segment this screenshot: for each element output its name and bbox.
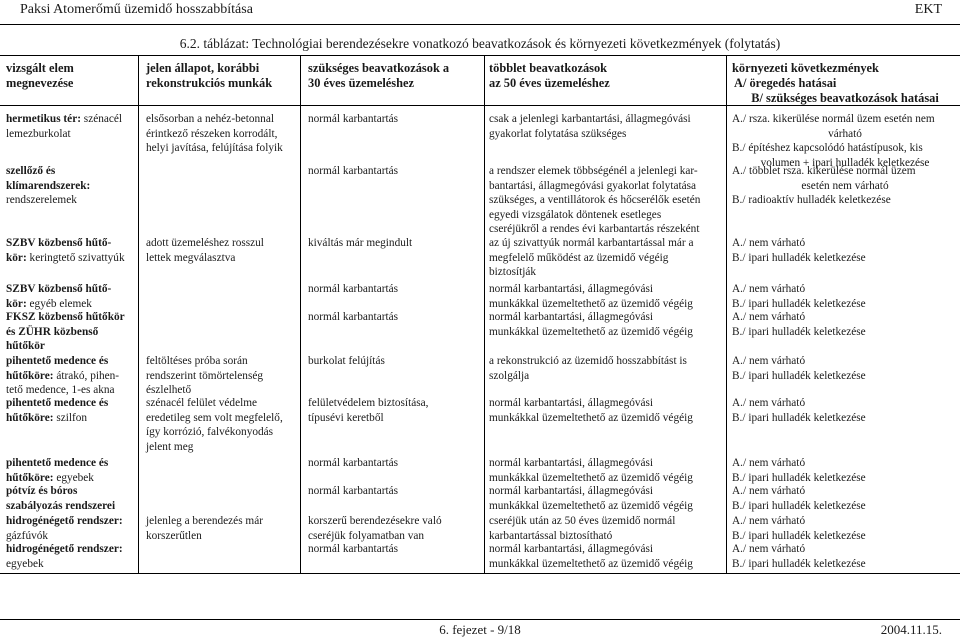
element-name-detail: átrakó, pihen- bbox=[53, 369, 120, 382]
current-state-line: elsősorban a nehéz-betonnal bbox=[146, 113, 274, 125]
document-date: 2004.11.15. bbox=[880, 622, 942, 637]
header-line: az 50 éves üzemeléshez bbox=[489, 76, 610, 90]
environmental-consequence-line: A./ nem várható bbox=[732, 515, 806, 527]
element-name bbox=[6, 236, 138, 265]
element-name-line bbox=[6, 339, 138, 354]
intervention-30-years bbox=[308, 112, 480, 127]
element-name bbox=[6, 542, 138, 571]
element-name-detail: egyebek bbox=[53, 471, 94, 484]
intervention-50-line: munkákkal üzemeltethető az üzemidő végéig bbox=[489, 297, 693, 310]
intervention-50-line: csak a jelenlegi karbantartási, állagmegóvási bbox=[489, 113, 691, 125]
intervention-50-line: munkákkal üzemeltethető az üzemidő végéig bbox=[489, 325, 693, 338]
intervention-50-line: bantartási, állagmegóvási gyakorlat folytatása bbox=[489, 179, 697, 192]
current-state-line: szénacél felület védelme bbox=[146, 397, 258, 409]
header-line: szükséges beavatkozások a bbox=[308, 61, 450, 75]
current-state-line: korszerűtlen bbox=[146, 529, 202, 542]
column-header-30y bbox=[308, 61, 480, 91]
element-name-main: SZBV közbenső hűtő- bbox=[6, 237, 112, 249]
page-header bbox=[0, 0, 960, 25]
environmental-consequence-line: B./ ipari hulladék keletkezése bbox=[732, 325, 866, 338]
element-name bbox=[6, 164, 138, 208]
element-name-line bbox=[6, 112, 138, 127]
intervention-50-line: gyakorlat folytatása szükséges bbox=[489, 127, 627, 140]
intervention-50-line: szükséges, a ventillátorok és hőcserélők esetén bbox=[489, 194, 701, 207]
environmental-consequences bbox=[732, 310, 958, 339]
element-name-line bbox=[6, 354, 138, 369]
technology-table bbox=[0, 55, 960, 574]
environmental-consequences bbox=[732, 282, 958, 311]
element-name-main: kör: bbox=[6, 251, 27, 264]
header-line: vizsgált elem bbox=[6, 61, 74, 75]
intervention-50-line: karbantartással biztosítható bbox=[489, 529, 613, 542]
current-state-line: helyi javítása, felújítása folyik bbox=[146, 142, 283, 155]
page-number: 6. fejezet - 9/18 bbox=[439, 622, 521, 637]
element-name-main: szabályozás rendszerei bbox=[6, 499, 116, 512]
element-name bbox=[6, 456, 138, 485]
environmental-consequence-line: várható bbox=[828, 127, 862, 140]
environmental-consequence-line: B./ radioaktív hulladék keletkezése bbox=[732, 194, 891, 207]
intervention-50-years bbox=[489, 484, 721, 513]
intervention-30-years bbox=[308, 396, 480, 425]
current-state-line: jelenleg a berendezés már bbox=[146, 515, 263, 527]
intervention-30-line: felületvédelem biztosítása, bbox=[308, 397, 429, 409]
header-line: többlet beavatkozások bbox=[489, 61, 608, 75]
header-line: megnevezése bbox=[6, 76, 74, 90]
intervention-30-line: kiváltás már megindult bbox=[308, 237, 413, 249]
intervention-30-line: normál karbantartás bbox=[308, 543, 399, 555]
intervention-30-line: normál karbantartás bbox=[308, 283, 399, 295]
element-name bbox=[6, 514, 138, 543]
current-state-line: rendszerint tömörtelenség bbox=[146, 369, 264, 382]
intervention-30-line: típusévi keretből bbox=[308, 411, 384, 424]
element-name-line bbox=[6, 499, 138, 514]
element-name-main: pihentető medence és bbox=[6, 457, 109, 469]
intervention-30-years bbox=[308, 456, 480, 471]
environmental-consequence-line: A./ nem várható bbox=[732, 397, 806, 409]
element-name-line bbox=[6, 164, 138, 179]
intervention-30-line: normál karbantartás bbox=[308, 165, 399, 177]
intervention-50-years bbox=[489, 164, 721, 237]
current-state bbox=[146, 514, 296, 543]
environmental-consequence-line: A./ nem várható bbox=[732, 237, 806, 249]
environmental-consequence-line: B./ ipari hulladék keletkezése bbox=[732, 369, 866, 382]
element-name-detail: keringtető szivattyúk bbox=[26, 251, 125, 264]
intervention-50-years bbox=[489, 542, 721, 571]
intervention-30-line: normál karbantartás bbox=[308, 113, 399, 125]
intervention-50-line: munkákkal üzemeltethető az üzemidő végéig bbox=[489, 411, 693, 424]
header-line: 30 éves üzemeléshez bbox=[308, 76, 414, 90]
current-state-line: így korrózió, falvékonyodás bbox=[146, 426, 274, 439]
table-top-border bbox=[0, 55, 960, 56]
intervention-30-years bbox=[308, 354, 480, 369]
page-footer bbox=[0, 619, 960, 640]
column-divider bbox=[138, 55, 139, 574]
environmental-consequence-line: A./ nem várható bbox=[732, 283, 806, 295]
intervention-50-line: normál karbantartási, állagmegóvási bbox=[489, 311, 654, 323]
intervention-30-years bbox=[308, 542, 480, 557]
element-name-detail: szénacél bbox=[80, 113, 123, 125]
column-divider bbox=[484, 55, 485, 574]
document-title: Paksi Atomerőmű üzemidő hosszabbítása bbox=[20, 2, 253, 17]
element-name-main: hűtőkör bbox=[6, 340, 45, 353]
intervention-30-years bbox=[308, 514, 480, 543]
environmental-consequence-line: B./ ipari hulladék keletkezése bbox=[732, 251, 866, 264]
element-name-line bbox=[6, 193, 138, 208]
environmental-consequence-line: B./ ipari hulladék keletkezése bbox=[732, 499, 866, 512]
intervention-50-years bbox=[489, 396, 721, 425]
element-name-main: hűtőköre: bbox=[6, 411, 54, 424]
element-name-line bbox=[6, 251, 138, 266]
intervention-50-years bbox=[489, 456, 721, 485]
table-bottom-border bbox=[0, 573, 960, 574]
element-name bbox=[6, 396, 138, 425]
environmental-consequences bbox=[732, 514, 958, 543]
element-name bbox=[6, 310, 138, 354]
element-name-line bbox=[6, 236, 138, 251]
element-name-line bbox=[6, 282, 138, 297]
current-state-line: eredetileg sem volt megfelelő, bbox=[146, 411, 283, 424]
current-state bbox=[146, 396, 296, 454]
intervention-30-years bbox=[308, 236, 480, 251]
environmental-consequence-line: A./ rsza. kikerülése normál üzem esetén nem bbox=[732, 113, 935, 125]
intervention-50-line: egyedi vizsgálatok döntenek esetleges bbox=[489, 208, 662, 221]
element-name-main: gázfúvók bbox=[6, 529, 49, 542]
element-name-line bbox=[6, 471, 138, 486]
element-name-line bbox=[6, 514, 138, 529]
element-name-main: SZBV közbenső hűtő- bbox=[6, 283, 112, 295]
intervention-30-line: normál karbantartás bbox=[308, 311, 399, 323]
current-state-line: észlelhető bbox=[146, 384, 192, 397]
element-name bbox=[6, 354, 138, 398]
element-name-line bbox=[6, 369, 138, 384]
environmental-consequences bbox=[732, 112, 958, 170]
element-name bbox=[6, 484, 138, 513]
intervention-50-line: szolgálja bbox=[489, 369, 530, 382]
intervention-30-years bbox=[308, 484, 480, 499]
intervention-30-years bbox=[308, 164, 480, 179]
element-name-line bbox=[6, 411, 138, 426]
environmental-consequence-line: B./ ipari hulladék keletkezése bbox=[732, 529, 866, 542]
element-name bbox=[6, 112, 138, 141]
element-name-main: lemezburkolat bbox=[6, 127, 71, 140]
column-header-element bbox=[6, 61, 138, 91]
element-name-main: tető medence, 1-es akna bbox=[6, 384, 115, 397]
intervention-50-years bbox=[489, 310, 721, 339]
intervention-50-line: normál karbantartási, állagmegóvási bbox=[489, 543, 654, 555]
element-name-line bbox=[6, 179, 138, 194]
element-name-line bbox=[6, 325, 138, 340]
current-state bbox=[146, 354, 296, 398]
intervention-50-years bbox=[489, 236, 721, 280]
current-state-line: érintkező részeken korrodált, bbox=[146, 127, 278, 140]
intervention-30-line: normál karbantartás bbox=[308, 457, 399, 469]
header-line: B/ szükséges beavatkozások hatásai bbox=[751, 91, 939, 105]
element-name-main: pótvíz és bóros bbox=[6, 485, 78, 497]
intervention-50-line: normál karbantartási, állagmegóvási bbox=[489, 457, 654, 469]
element-name-line bbox=[6, 557, 138, 572]
current-state-line: feltöltéses próba során bbox=[146, 355, 248, 367]
header-line: jelen állapot, korábbi bbox=[146, 61, 260, 75]
element-name-main: hűtőköre: bbox=[6, 369, 54, 382]
element-name-main: FKSZ közbenső hűtőkör bbox=[6, 311, 125, 323]
element-name-line bbox=[6, 310, 138, 325]
environmental-consequence-line: B./ ipari hulladék keletkezése bbox=[732, 557, 866, 570]
environmental-consequence-line: volumen + ipari hulladék keletkezése bbox=[760, 156, 930, 169]
element-name-main: pihentető medence és bbox=[6, 355, 109, 367]
environmental-consequence-line: A./ többlet rsza. kikerülése normál üzem bbox=[732, 165, 916, 177]
element-name-line bbox=[6, 297, 138, 312]
intervention-50-line: munkákkal üzemeltethető az üzemidő végéig bbox=[489, 499, 693, 512]
element-name-main: klímarendszerek: bbox=[6, 179, 91, 192]
environmental-consequence-line: B./ ipari hulladék keletkezése bbox=[732, 411, 866, 424]
intervention-50-line: megfelelő működést az üzemidő végéig bbox=[489, 251, 669, 264]
intervention-50-line: munkákkal üzemeltethető az üzemidő végéig bbox=[489, 557, 693, 570]
intervention-50-years bbox=[489, 282, 721, 311]
element-name-line bbox=[6, 484, 138, 499]
intervention-30-line: normál karbantartás bbox=[308, 485, 399, 497]
intervention-30-line: burkolat felújítás bbox=[308, 355, 385, 367]
element-name-main: hidrogénégető rendszer: bbox=[6, 515, 123, 527]
environmental-consequences bbox=[732, 354, 958, 383]
element-name-detail: szilfon bbox=[53, 411, 88, 424]
header-line: környezeti következmények bbox=[732, 61, 879, 75]
element-name-line bbox=[6, 542, 138, 557]
environmental-consequence-line: A./ nem várható bbox=[732, 355, 806, 367]
environmental-consequences bbox=[732, 542, 958, 571]
current-state bbox=[146, 112, 296, 156]
element-name-main: és ZÜHR közbenső bbox=[6, 325, 99, 338]
element-name-main: szellőző és bbox=[6, 165, 56, 177]
element-name-detail: egyéb elemek bbox=[26, 297, 92, 310]
element-name-line bbox=[6, 396, 138, 411]
intervention-50-line: munkákkal üzemeltethető az üzemidő végéig bbox=[489, 471, 693, 484]
environmental-consequence-line: esetén nem várható bbox=[801, 179, 889, 192]
element-name-main: kör: bbox=[6, 297, 27, 310]
intervention-50-line: az új szivattyúk normál karbantartással már a bbox=[489, 237, 694, 249]
column-header-env bbox=[732, 61, 958, 106]
column-divider bbox=[300, 55, 301, 574]
environmental-consequence-line: A./ nem várható bbox=[732, 457, 806, 469]
intervention-50-line: normál karbantartási, állagmegóvási bbox=[489, 397, 654, 409]
intervention-30-years bbox=[308, 282, 480, 297]
intervention-50-years bbox=[489, 112, 721, 141]
document-code: EKT bbox=[914, 2, 942, 17]
element-name-line bbox=[6, 456, 138, 471]
current-state-line: jelent meg bbox=[146, 440, 194, 453]
environmental-consequences bbox=[732, 236, 958, 265]
intervention-50-line: a rekonstrukció az üzemidő hosszabbítást is bbox=[489, 355, 687, 367]
element-name-line bbox=[6, 529, 138, 544]
intervention-30-years bbox=[308, 310, 480, 325]
intervention-50-years bbox=[489, 354, 721, 383]
environmental-consequences bbox=[732, 456, 958, 485]
intervention-50-line: biztosítják bbox=[489, 266, 537, 279]
environmental-consequence-line: B./ ipari hulladék keletkezése bbox=[732, 471, 866, 484]
element-name-line bbox=[6, 127, 138, 142]
column-header-state bbox=[146, 61, 296, 91]
column-header-50y bbox=[489, 61, 721, 91]
intervention-50-years bbox=[489, 514, 721, 543]
header-line: rekonstrukciós munkák bbox=[146, 76, 273, 90]
current-state-line: lettek megválasztva bbox=[146, 251, 236, 264]
intervention-50-line: normál karbantartási, állagmegóvási bbox=[489, 485, 654, 497]
element-name-main: rendszerelemek bbox=[6, 194, 77, 207]
environmental-consequence-line: A./ nem várható bbox=[732, 485, 806, 497]
element-name-main: pihentető medence és bbox=[6, 397, 109, 409]
header-line: A/ öregedés hatásai bbox=[734, 76, 837, 90]
current-state-line: adott üzemeléshez rosszul bbox=[146, 237, 264, 249]
environmental-consequences bbox=[732, 396, 958, 425]
element-name-main: hermetikus tér: bbox=[6, 113, 81, 125]
element-name-main: hidrogénégető rendszer: bbox=[6, 543, 123, 555]
environmental-consequences bbox=[732, 164, 958, 208]
intervention-50-line: cseréjük után az 50 éves üzemidő normál bbox=[489, 515, 676, 527]
intervention-30-line: cseréjük folyamatban van bbox=[308, 529, 425, 542]
intervention-50-line: cseréjükről a rendes évi karbantartás részeként bbox=[489, 223, 700, 236]
environmental-consequence-line: B./ építéshez kapcsolódó hatástípusok, kis bbox=[732, 142, 923, 155]
environmental-consequence-line: B./ ipari hulladék keletkezése bbox=[732, 297, 866, 310]
element-name-main: hűtőköre: bbox=[6, 471, 54, 484]
environmental-consequences bbox=[732, 484, 958, 513]
element-name bbox=[6, 282, 138, 311]
intervention-30-line: korszerű berendezésekre való bbox=[308, 515, 442, 527]
current-state bbox=[146, 236, 296, 265]
column-divider bbox=[726, 55, 727, 574]
environmental-consequence-line: A./ nem várható bbox=[732, 543, 806, 555]
environmental-consequence-line: A./ nem várható bbox=[732, 311, 806, 323]
element-name-main: egyebek bbox=[6, 557, 44, 570]
intervention-50-line: normál karbantartási, állagmegóvási bbox=[489, 283, 654, 295]
table-caption: 6.2. táblázat: Technológiai berendezésekre vonatkozó beavatkozások és környezeti következmények (folytatás) bbox=[179, 36, 781, 51]
intervention-50-line: a rendszer elemek többségénél a jelenlegi kar- bbox=[489, 165, 698, 177]
